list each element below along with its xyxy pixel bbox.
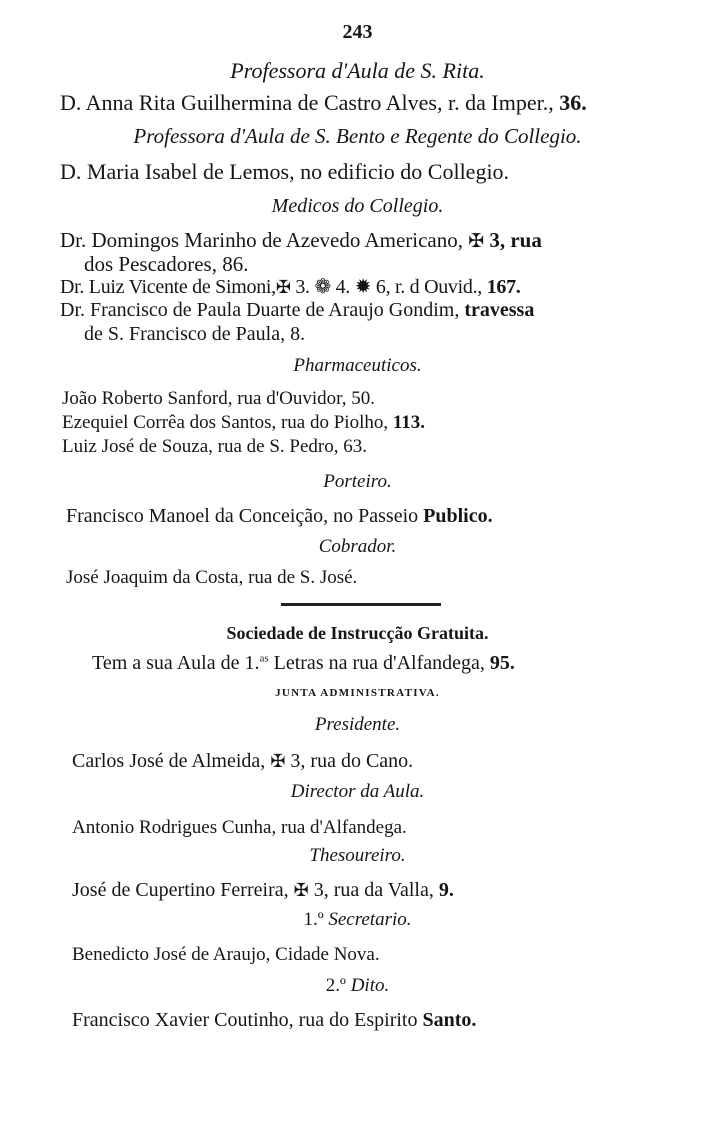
dito-ordinal: 2.º bbox=[325, 975, 346, 996]
heading-dito bbox=[0, 976, 715, 995]
heading-porteiro: Porteiro. bbox=[323, 471, 392, 492]
medico-2-mid: 3. bbox=[295, 276, 310, 298]
aula-sup: as bbox=[259, 652, 269, 665]
heading-sao-bento: Professora d'Aula de S. Bento e Regente do Collegio. bbox=[133, 124, 582, 148]
cross-icon: ✠ bbox=[270, 751, 286, 771]
entry-thesoureiro bbox=[72, 880, 454, 900]
thesoureiro-name: José de Cupertino Ferreira, bbox=[72, 879, 289, 901]
presidente-name: Carlos José de Almeida, bbox=[72, 750, 266, 772]
cross-icon: ✠ bbox=[468, 231, 485, 252]
entry-secretario-1: Benedicto José de Araujo, Cidade Nova. bbox=[72, 944, 380, 965]
entry-santa-rita-name: D. Anna Rita Guilhermina de Castro Alves, r. da Imper., bbox=[60, 90, 554, 115]
heading-presidente: Presidente. bbox=[314, 714, 401, 735]
entry-pharma-3: Luiz José de Souza, rua de S. Pedro, 63. bbox=[62, 436, 367, 457]
entry-porteiro bbox=[66, 506, 493, 526]
rose-icon: ❁ bbox=[314, 276, 331, 298]
medico-2-number: 167. bbox=[486, 276, 521, 298]
porteiro-name: Francisco Manoel da Conceição, no Passeio bbox=[66, 505, 419, 527]
entry-santa-rita bbox=[60, 92, 587, 114]
medico-1-number: 3, bbox=[489, 228, 506, 252]
junta-heading: JUNTA ADMINISTRATIVA. bbox=[275, 687, 440, 699]
entry-pharma-2 bbox=[62, 413, 425, 432]
medico-2-name: Dr. Luiz Vicente de Simoni, bbox=[60, 276, 276, 298]
cross-icon: ✠ bbox=[275, 277, 291, 297]
aula-text-2: Letras na rua d'Alfandega, bbox=[273, 652, 485, 674]
presidente-tail: 3, rua do Cano. bbox=[290, 750, 414, 772]
heading-director: Director da Aula. bbox=[290, 781, 425, 802]
entry-medico-1-cont: dos Pescadores, 86. bbox=[84, 252, 249, 276]
entry-sao-bento: D. Maria Isabel de Lemos, no edificio do Collegio. bbox=[60, 159, 510, 184]
secretario-1-ordinal: 1.º bbox=[303, 909, 324, 930]
heading-santa-rita: Professora d'Aula de S. Rita. bbox=[230, 58, 485, 83]
medico-1-name: Dr. Domingos Marinho de Azevedo Americano, bbox=[60, 228, 463, 252]
entry-pharma-1: João Roberto Sanford, rua d'Ouvidor, 50. bbox=[62, 388, 375, 409]
entry-presidente bbox=[72, 751, 413, 771]
entry-director: Antonio Rodrigues Cunha, rua d'Alfandega. bbox=[72, 817, 407, 838]
entry-medico-1 bbox=[60, 230, 542, 252]
pharma-2-number: 113. bbox=[392, 412, 426, 433]
secretario-1-title: Secretario. bbox=[328, 909, 412, 930]
page-number: 243 bbox=[342, 21, 373, 43]
entry-santa-rita-number: 36. bbox=[559, 90, 587, 115]
medico-3-travessa: travessa bbox=[464, 299, 535, 321]
heading-cobrador: Cobrador. bbox=[318, 536, 397, 557]
aula-number: 95. bbox=[489, 652, 515, 674]
entry-medico-2 bbox=[60, 277, 521, 297]
heading-secretario-1 bbox=[0, 910, 715, 929]
dito-name: Francisco Xavier Coutinho, rua do Espirito bbox=[72, 1009, 418, 1031]
aula-text: Tem a sua Aula de 1. bbox=[92, 652, 260, 674]
porteiro-publico: Publico. bbox=[423, 505, 493, 527]
society-aula bbox=[92, 653, 515, 673]
dito-santo: Santo. bbox=[422, 1009, 477, 1031]
heading-thesoureiro: Thesoureiro. bbox=[309, 845, 406, 866]
pharma-2-name: Ezequiel Corrêa dos Santos, rua do Piolho, bbox=[62, 412, 389, 433]
dito-title: Dito. bbox=[350, 975, 390, 996]
entry-medico-3 bbox=[60, 300, 534, 320]
medico-3-name: Dr. Francisco de Paula Duarte de Araujo Gondim, bbox=[60, 299, 460, 321]
medico-2-mid2: 4. bbox=[335, 276, 351, 298]
heading-pharmaceuticos: Pharmaceuticos. bbox=[293, 355, 422, 376]
cross-icon: ✠ bbox=[293, 880, 309, 900]
heading-medicos: Medicos do Collegio. bbox=[271, 195, 444, 217]
section-divider bbox=[281, 603, 441, 606]
society-title: Sociedade de Instrucção Gratuita. bbox=[226, 623, 489, 643]
star-icon: ✹ bbox=[354, 276, 372, 298]
medico-2-mid3: 6, r. d Ouvid., bbox=[375, 276, 482, 298]
thesoureiro-tail: 3, rua da Valla, bbox=[313, 879, 434, 901]
thesoureiro-number: 9. bbox=[438, 879, 454, 901]
entry-medico-3-cont: de S. Francisco de Paula, 8. bbox=[84, 323, 306, 345]
entry-cobrador: José Joaquim da Costa, rua de S. José. bbox=[66, 567, 358, 588]
entry-dito bbox=[72, 1010, 476, 1030]
medico-1-rua: rua bbox=[510, 228, 542, 252]
